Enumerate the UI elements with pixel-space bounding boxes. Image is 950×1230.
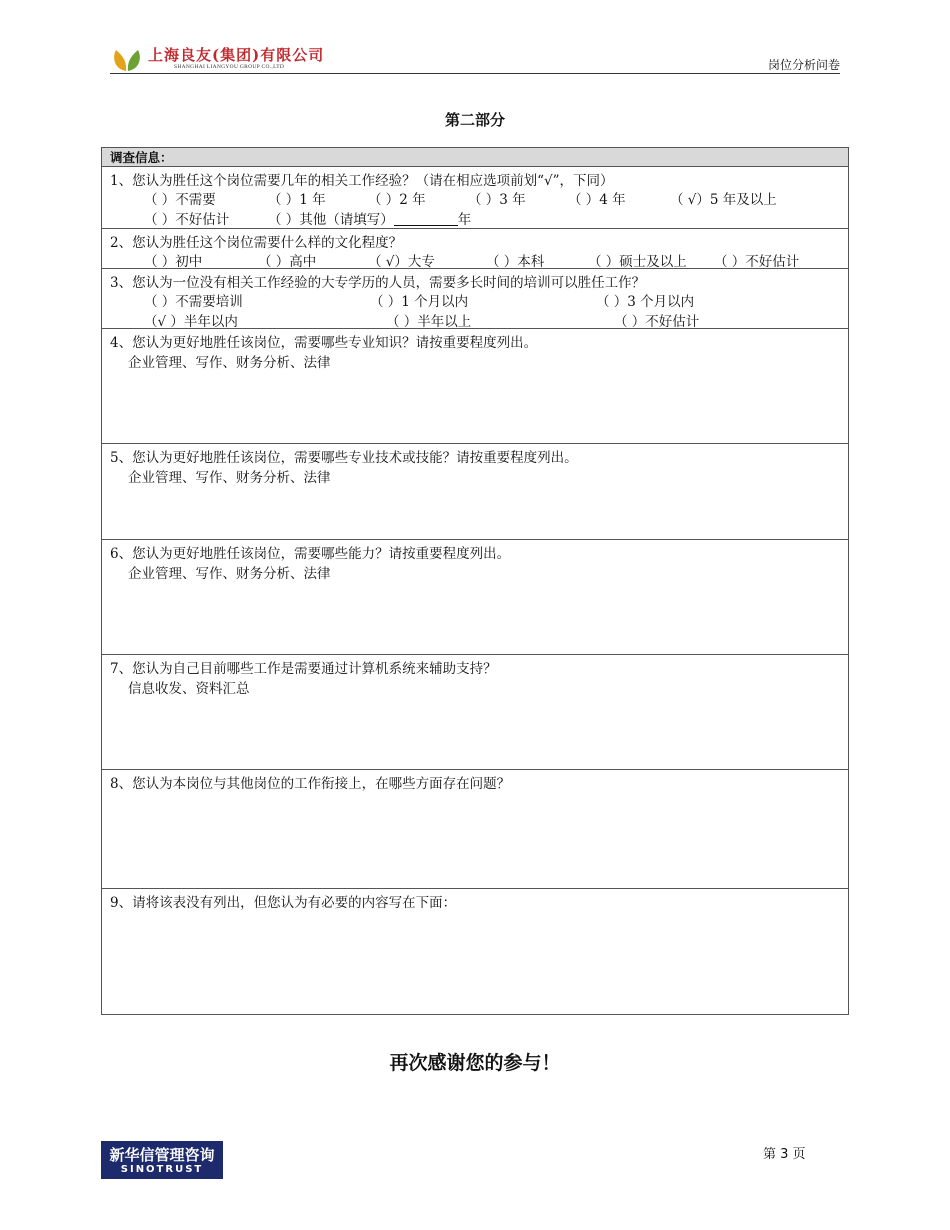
option-other[interactable] xyxy=(268,208,471,228)
question-1 xyxy=(102,167,848,229)
fill-blank[interactable] xyxy=(394,211,458,226)
option-bachelor[interactable]: （ ）本科 xyxy=(486,254,545,269)
option-hard-to-estimate[interactable]: （ ）不好估计 xyxy=(614,314,700,329)
question-6 xyxy=(102,540,848,655)
option-no-training[interactable]: （ ）不需要培训 xyxy=(144,294,243,310)
page-number: 第 3 页 xyxy=(763,1147,806,1162)
option-1-year[interactable]: （ ）1 年 xyxy=(268,192,326,208)
question-6-answer[interactable]: 企业管理、写作、财务分析、法律 xyxy=(128,566,331,582)
survey-heading: 调查信息： xyxy=(102,148,848,167)
section-title: 第二部分 xyxy=(444,111,505,129)
question-9-text: 9、请将该表没有列出，但您认为有必要的内容写在下面： xyxy=(110,895,457,911)
option-senior-high[interactable]: （ ）高中 xyxy=(258,254,317,269)
question-3-options-row-1 xyxy=(102,290,848,310)
option-junior-high[interactable]: （ ）初中 xyxy=(144,254,203,269)
option-over-half-year[interactable]: （ ）半年以上 xyxy=(386,314,472,329)
question-3-text: 3、您认为一位没有相关工作经验的大专学历的人员，需要多长时间的培训可以胜任工作？ xyxy=(110,275,646,291)
question-8 xyxy=(102,770,848,889)
header-divider xyxy=(110,73,840,74)
option-hard-to-estimate[interactable]: （ ）不好估计 xyxy=(144,212,230,228)
question-6-text: 6、您认为更好地胜任该岗位，需要哪些能力？请按重要程度列出。 xyxy=(110,546,511,562)
company-name-en: SHANGHAI LIANGYOU GROUP CO.,LTD xyxy=(174,64,285,70)
option-5-years-plus[interactable]: （ √）5 年及以上 xyxy=(670,192,777,208)
question-2-text: 2、您认为胜任这个岗位需要什么样的文化程度？ xyxy=(110,235,403,251)
option-none-needed[interactable]: （ ）不需要 xyxy=(144,192,216,208)
question-7-answer[interactable]: 信息收发、资料汇总 xyxy=(128,681,250,697)
document-title: 岗位分析问卷 xyxy=(767,58,840,72)
option-within-half-year[interactable]: （√ ）半年以内 xyxy=(144,314,238,329)
sinotrust-logo-cn: 新华信管理咨询 xyxy=(109,1146,215,1164)
question-3-options-row-2 xyxy=(102,310,848,329)
question-8-text: 8、您认为本岗位与其他岗位的工作衔接上，在哪些方面存在问题？ xyxy=(110,776,511,792)
option-other-label: （ ）其他（请填写） xyxy=(268,212,394,228)
option-master-plus[interactable]: （ ）硕士及以上 xyxy=(588,254,687,269)
option-within-1-month[interactable]: （ ）1 个月以内 xyxy=(370,294,469,310)
question-5 xyxy=(102,444,848,540)
question-4-text: 4、您认为更好地胜任该岗位，需要哪些专业知识？请按重要程度列出。 xyxy=(110,335,538,351)
thanks-message: 再次感谢您的参与！ xyxy=(389,1052,561,1074)
question-3 xyxy=(102,269,848,329)
option-4-years[interactable]: （ ）4 年 xyxy=(568,192,626,208)
company-logo xyxy=(110,42,350,74)
option-hard-to-estimate[interactable]: （ ）不好估计 xyxy=(714,254,800,269)
question-4 xyxy=(102,329,848,444)
question-7 xyxy=(102,655,848,770)
question-4-answer[interactable]: 企业管理、写作、财务分析、法律 xyxy=(128,355,331,371)
option-other-unit: 年 xyxy=(457,212,472,228)
question-7-text: 7、您认为自己目前哪些工作是需要通过计算机系统来辅助支持？ xyxy=(110,661,497,677)
question-1-options-row-2 xyxy=(102,208,848,228)
question-2 xyxy=(102,229,848,269)
option-within-3-months[interactable]: （ ）3 个月以内 xyxy=(596,294,695,310)
sinotrust-logo-en: SINOTRUST xyxy=(120,1164,204,1175)
question-5-answer[interactable]: 企业管理、写作、财务分析、法律 xyxy=(128,470,331,486)
option-junior-college[interactable]: （ √）大专 xyxy=(368,254,435,269)
question-2-options-row xyxy=(102,250,848,269)
question-5-text: 5、您认为更好地胜任该岗位，需要哪些专业技术或技能？请按重要程度列出。 xyxy=(110,450,578,466)
survey-table xyxy=(101,147,849,1015)
company-name-cn: 上海良友(集团)有限公司 xyxy=(148,46,325,64)
option-3-years[interactable]: （ ）3 年 xyxy=(468,192,526,208)
option-2-years[interactable]: （ ）2 年 xyxy=(368,192,426,208)
leaf-logo-icon xyxy=(110,47,144,73)
page-header xyxy=(110,42,840,74)
sinotrust-logo xyxy=(101,1141,223,1179)
question-9 xyxy=(102,889,848,1014)
question-1-options-row-1 xyxy=(102,188,848,208)
question-1-text: 1、您认为胜任这个岗位需要几年的相关工作经验？（请在相应选项前划“√”，下同） xyxy=(110,173,614,189)
